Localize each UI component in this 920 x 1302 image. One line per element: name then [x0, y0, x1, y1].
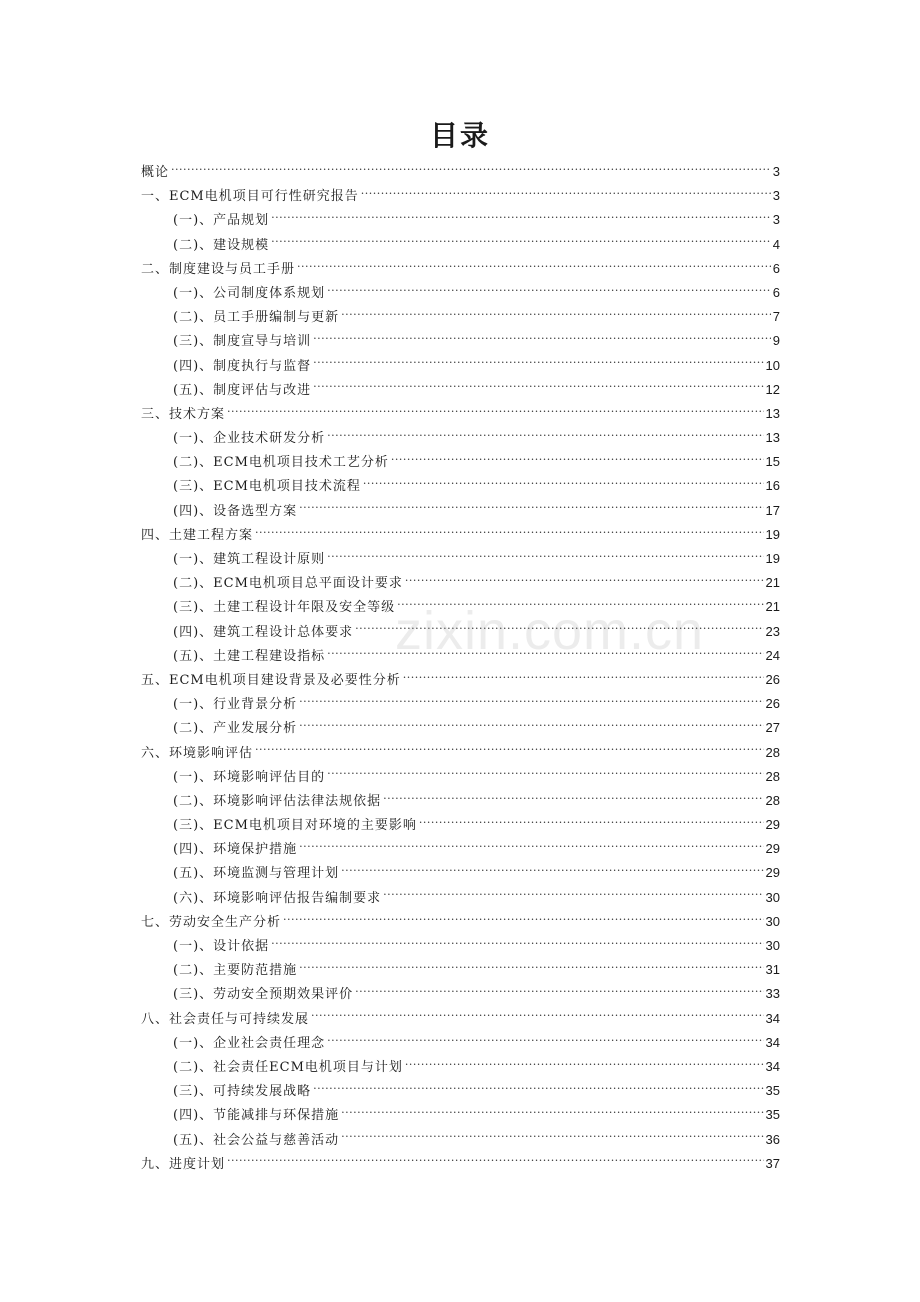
- toc-dot-leader: [227, 1155, 764, 1168]
- toc-chapter-entry[interactable]: [141, 402, 780, 426]
- toc-page-number: 3: [772, 212, 780, 228]
- toc-chapter-entry[interactable]: [141, 741, 780, 765]
- toc-page-number: 17: [765, 502, 780, 518]
- toc-section-entry[interactable]: [141, 1055, 780, 1079]
- toc-section-entry[interactable]: [141, 1079, 780, 1103]
- toc-dot-leader: [313, 357, 763, 370]
- toc-entry-text: (一)、公司制度体系规划: [173, 285, 326, 301]
- toc-dot-leader: [271, 236, 771, 249]
- toc-entry-text: (一)、企业技术研发分析: [173, 431, 326, 447]
- toc-entry-text: (二)、员工手册编制与更新: [173, 310, 340, 326]
- toc-section-entry[interactable]: [141, 789, 780, 813]
- toc-entry-text: 四、土建工程方案: [141, 527, 254, 543]
- toc-page-number: 30: [765, 913, 780, 929]
- toc-dot-leader: [341, 864, 763, 877]
- toc-dot-leader: [405, 1058, 764, 1071]
- toc-entry-text: (一)、建筑工程设计原则: [173, 552, 326, 567]
- table-of-contents: [141, 160, 780, 1176]
- toc-dot-leader: [227, 405, 764, 418]
- toc-page-number: 34: [765, 1058, 780, 1074]
- toc-entry-text: (二)、ECM电机项目技术工艺分析: [173, 455, 389, 471]
- toc-page-number: 30: [765, 889, 780, 905]
- toc-section-entry[interactable]: [141, 474, 780, 498]
- toc-page-number: 13: [765, 405, 780, 421]
- toc-dot-leader: [271, 937, 763, 950]
- toc-entry-text: (四)、制度执行与监督: [173, 358, 312, 374]
- toc-dot-leader: [419, 816, 764, 829]
- toc-entry-text: 六、环境影响评估: [141, 745, 254, 761]
- toc-section-entry[interactable]: [141, 426, 780, 450]
- toc-page-number: 19: [765, 551, 780, 566]
- toc-section-entry[interactable]: [141, 1031, 780, 1055]
- toc-dot-leader: [327, 1034, 763, 1047]
- toc-entry-text: (三)、制度宣导与培训: [173, 334, 312, 350]
- toc-entry-text: 八、社会责任与可持续发展: [141, 1011, 310, 1027]
- toc-entry-text: (五)、社会公益与慈善活动: [173, 1132, 340, 1148]
- toc-dot-leader: [391, 453, 764, 466]
- toc-entry-text: (一)、行业背景分析: [173, 697, 298, 713]
- toc-dot-leader: [327, 647, 763, 660]
- toc-page-number: 28: [765, 744, 780, 760]
- toc-section-entry[interactable]: [141, 861, 780, 885]
- toc-entry-text: 概论: [141, 165, 170, 180]
- toc-section-entry[interactable]: [141, 982, 780, 1006]
- toc-page-number: 21: [765, 599, 780, 615]
- toc-page-number: 29: [765, 817, 780, 833]
- toc-chapter-entry[interactable]: [141, 257, 780, 281]
- toc-page-number: 10: [765, 357, 780, 373]
- toc-page-number: 28: [765, 768, 780, 784]
- toc-dot-leader: [297, 260, 771, 273]
- toc-entry-text: (二)、主要防范措施: [173, 963, 298, 979]
- toc-section-entry[interactable]: [141, 716, 780, 740]
- toc-dot-leader: [355, 985, 763, 998]
- toc-page-number: 34: [765, 1010, 780, 1026]
- toc-entry-text: (三)、ECM电机项目技术流程: [173, 479, 361, 495]
- toc-dot-leader: [299, 961, 763, 974]
- toc-dot-leader: [299, 719, 763, 732]
- toc-dot-leader: [405, 574, 764, 587]
- toc-page-number: 21: [765, 575, 780, 591]
- toc-dot-leader: [313, 332, 771, 345]
- toc-page-number: 15: [765, 454, 780, 470]
- toc-page-number: 9: [772, 333, 780, 349]
- toc-dot-leader: [327, 550, 763, 563]
- toc-entry-text: 七、劳动安全生产分析: [141, 914, 282, 930]
- toc-page-number: 3: [772, 188, 780, 204]
- toc-entry-text: (二)、社会责任ECM电机项目与计划: [173, 1059, 403, 1075]
- toc-entry-text: (五)、制度评估与改进: [173, 382, 312, 398]
- toc-section-entry[interactable]: [141, 571, 780, 595]
- toc-page-number: 35: [765, 1083, 780, 1099]
- toc-page-number: 12: [765, 381, 780, 397]
- toc-section-entry[interactable]: [141, 354, 780, 378]
- toc-page-number: 31: [765, 962, 780, 978]
- toc-entry-text: 五、ECM电机项目建设背景及必要性分析: [141, 672, 401, 688]
- toc-section-entry[interactable]: [141, 813, 780, 837]
- toc-dot-leader: [271, 211, 771, 224]
- toc-chapter-entry[interactable]: [141, 523, 780, 547]
- toc-dot-leader: [363, 477, 764, 490]
- toc-section-entry[interactable]: [141, 547, 780, 571]
- toc-section-entry[interactable]: [141, 1128, 780, 1152]
- toc-chapter-entry[interactable]: [141, 668, 780, 692]
- toc-entry-text: (三)、劳动安全预期效果评价: [173, 987, 354, 1003]
- toc-page-number: 30: [765, 938, 780, 953]
- toc-dot-leader: [255, 526, 764, 539]
- toc-page-number: 33: [765, 986, 780, 1002]
- toc-section-entry[interactable]: [141, 378, 780, 402]
- toc-section-entry[interactable]: [141, 934, 780, 958]
- toc-section-entry[interactable]: [141, 329, 780, 353]
- toc-section-entry[interactable]: [141, 886, 780, 910]
- toc-dot-leader: [341, 1131, 763, 1144]
- toc-entry-text: (一)、产品规划: [173, 213, 270, 229]
- toc-page-number: 16: [765, 478, 780, 494]
- toc-entry-text: (四)、设备选型方案: [173, 503, 298, 519]
- toc-dot-leader: [313, 1082, 763, 1095]
- toc-entry-text: (一)、设计依据: [173, 939, 270, 954]
- toc-page-number: 36: [765, 1131, 780, 1147]
- toc-dot-leader: [171, 163, 771, 176]
- toc-chapter-entry[interactable]: [141, 910, 780, 934]
- toc-chapter-entry[interactable]: [141, 184, 780, 208]
- toc-page-number: 6: [772, 260, 780, 276]
- toc-dot-leader: [313, 381, 763, 394]
- toc-entry-text: (三)、可持续发展战略: [173, 1084, 312, 1100]
- toc-dot-leader: [283, 913, 764, 926]
- toc-page-number: 6: [772, 284, 780, 300]
- toc-dot-leader: [341, 308, 771, 321]
- toc-entry-text: (六)、环境影响评估报告编制要求: [173, 890, 382, 906]
- toc-section-entry[interactable]: [141, 208, 780, 232]
- toc-section-entry[interactable]: [141, 499, 780, 523]
- toc-page-number: 26: [765, 696, 780, 712]
- toc-entry-text: (二)、产业发展分析: [173, 721, 298, 737]
- toc-dot-leader: [355, 623, 763, 636]
- toc-chapter-entry[interactable]: [141, 1152, 780, 1176]
- toc-entry-text: (二)、环境影响评估法律法规依据: [173, 793, 382, 809]
- toc-dot-leader: [397, 598, 763, 611]
- toc-section-entry[interactable]: [141, 450, 780, 474]
- toc-entry-text: (四)、建筑工程设计总体要求: [173, 624, 354, 640]
- toc-page-number: 27: [765, 720, 780, 736]
- toc-chapter-entry[interactable]: [141, 1007, 780, 1031]
- toc-dot-leader: [299, 840, 763, 853]
- toc-page-number: 26: [765, 671, 780, 687]
- toc-page-number: 3: [772, 164, 780, 179]
- toc-section-entry[interactable]: [141, 620, 780, 644]
- toc-chapter-entry[interactable]: [141, 160, 780, 184]
- toc-dot-leader: [255, 744, 764, 757]
- toc-page-number: 37: [765, 1155, 780, 1171]
- toc-section-entry[interactable]: [141, 233, 780, 257]
- toc-entry-text: (五)、土建工程建设指标: [173, 648, 326, 664]
- toc-dot-leader: [299, 695, 763, 708]
- toc-entry-text: (三)、土建工程设计年限及安全等级: [173, 600, 396, 616]
- toc-section-entry[interactable]: [141, 305, 780, 329]
- toc-dot-leader: [403, 671, 764, 684]
- toc-entry-text: (二)、ECM电机项目总平面设计要求: [173, 576, 403, 592]
- toc-page-number: 24: [765, 647, 780, 663]
- toc-page-number: 28: [765, 792, 780, 808]
- toc-entry-text: (一)、环境影响评估目的: [173, 769, 326, 785]
- toc-entry-text: 九、进度计划: [141, 1156, 226, 1172]
- toc-entry-text: (一)、企业社会责任理念: [173, 1035, 326, 1051]
- toc-dot-leader: [383, 792, 763, 805]
- toc-page-number: 34: [765, 1034, 780, 1050]
- toc-dot-leader: [327, 768, 763, 781]
- toc-entry-text: (三)、ECM电机项目对环境的主要影响: [173, 818, 417, 834]
- toc-section-entry[interactable]: [141, 644, 780, 668]
- toc-section-entry[interactable]: [141, 692, 780, 716]
- toc-entry-text: (二)、建设规模: [173, 237, 270, 253]
- toc-page-number: 23: [765, 623, 780, 639]
- toc-entry-text: 二、制度建设与员工手册: [141, 261, 296, 277]
- toc-section-entry[interactable]: [141, 281, 780, 305]
- toc-entry-text: 三、技术方案: [141, 406, 226, 422]
- toc-section-entry[interactable]: [141, 1103, 780, 1127]
- watermark: zixin.com.cn: [395, 601, 705, 661]
- toc-page-number: 7: [772, 309, 780, 325]
- toc-page-number: 13: [765, 430, 780, 446]
- toc-dot-leader: [361, 187, 771, 200]
- toc-page-number: 29: [765, 841, 780, 857]
- toc-section-entry[interactable]: [141, 765, 780, 789]
- toc-section-entry[interactable]: [141, 595, 780, 619]
- toc-dot-leader: [299, 502, 763, 515]
- toc-page-number: 35: [765, 1107, 780, 1123]
- toc-page-number: 4: [772, 236, 780, 252]
- toc-title: 目录: [429, 119, 490, 152]
- toc-section-entry[interactable]: [141, 837, 780, 861]
- toc-section-entry[interactable]: [141, 958, 780, 982]
- toc-entry-text: 一、ECM电机项目可行性研究报告: [141, 189, 359, 205]
- toc-entry-text: (四)、环境保护措施: [173, 842, 298, 858]
- toc-page-number: 29: [765, 865, 780, 881]
- toc-entry-text: (五)、环境监测与管理计划: [173, 866, 340, 882]
- toc-dot-leader: [383, 889, 763, 902]
- toc-page-number: 19: [765, 526, 780, 542]
- toc-dot-leader: [327, 284, 771, 297]
- toc-dot-leader: [327, 429, 763, 442]
- toc-entry-text: (四)、节能减排与环保措施: [173, 1108, 340, 1124]
- toc-dot-leader: [341, 1106, 763, 1119]
- toc-dot-leader: [311, 1010, 764, 1023]
